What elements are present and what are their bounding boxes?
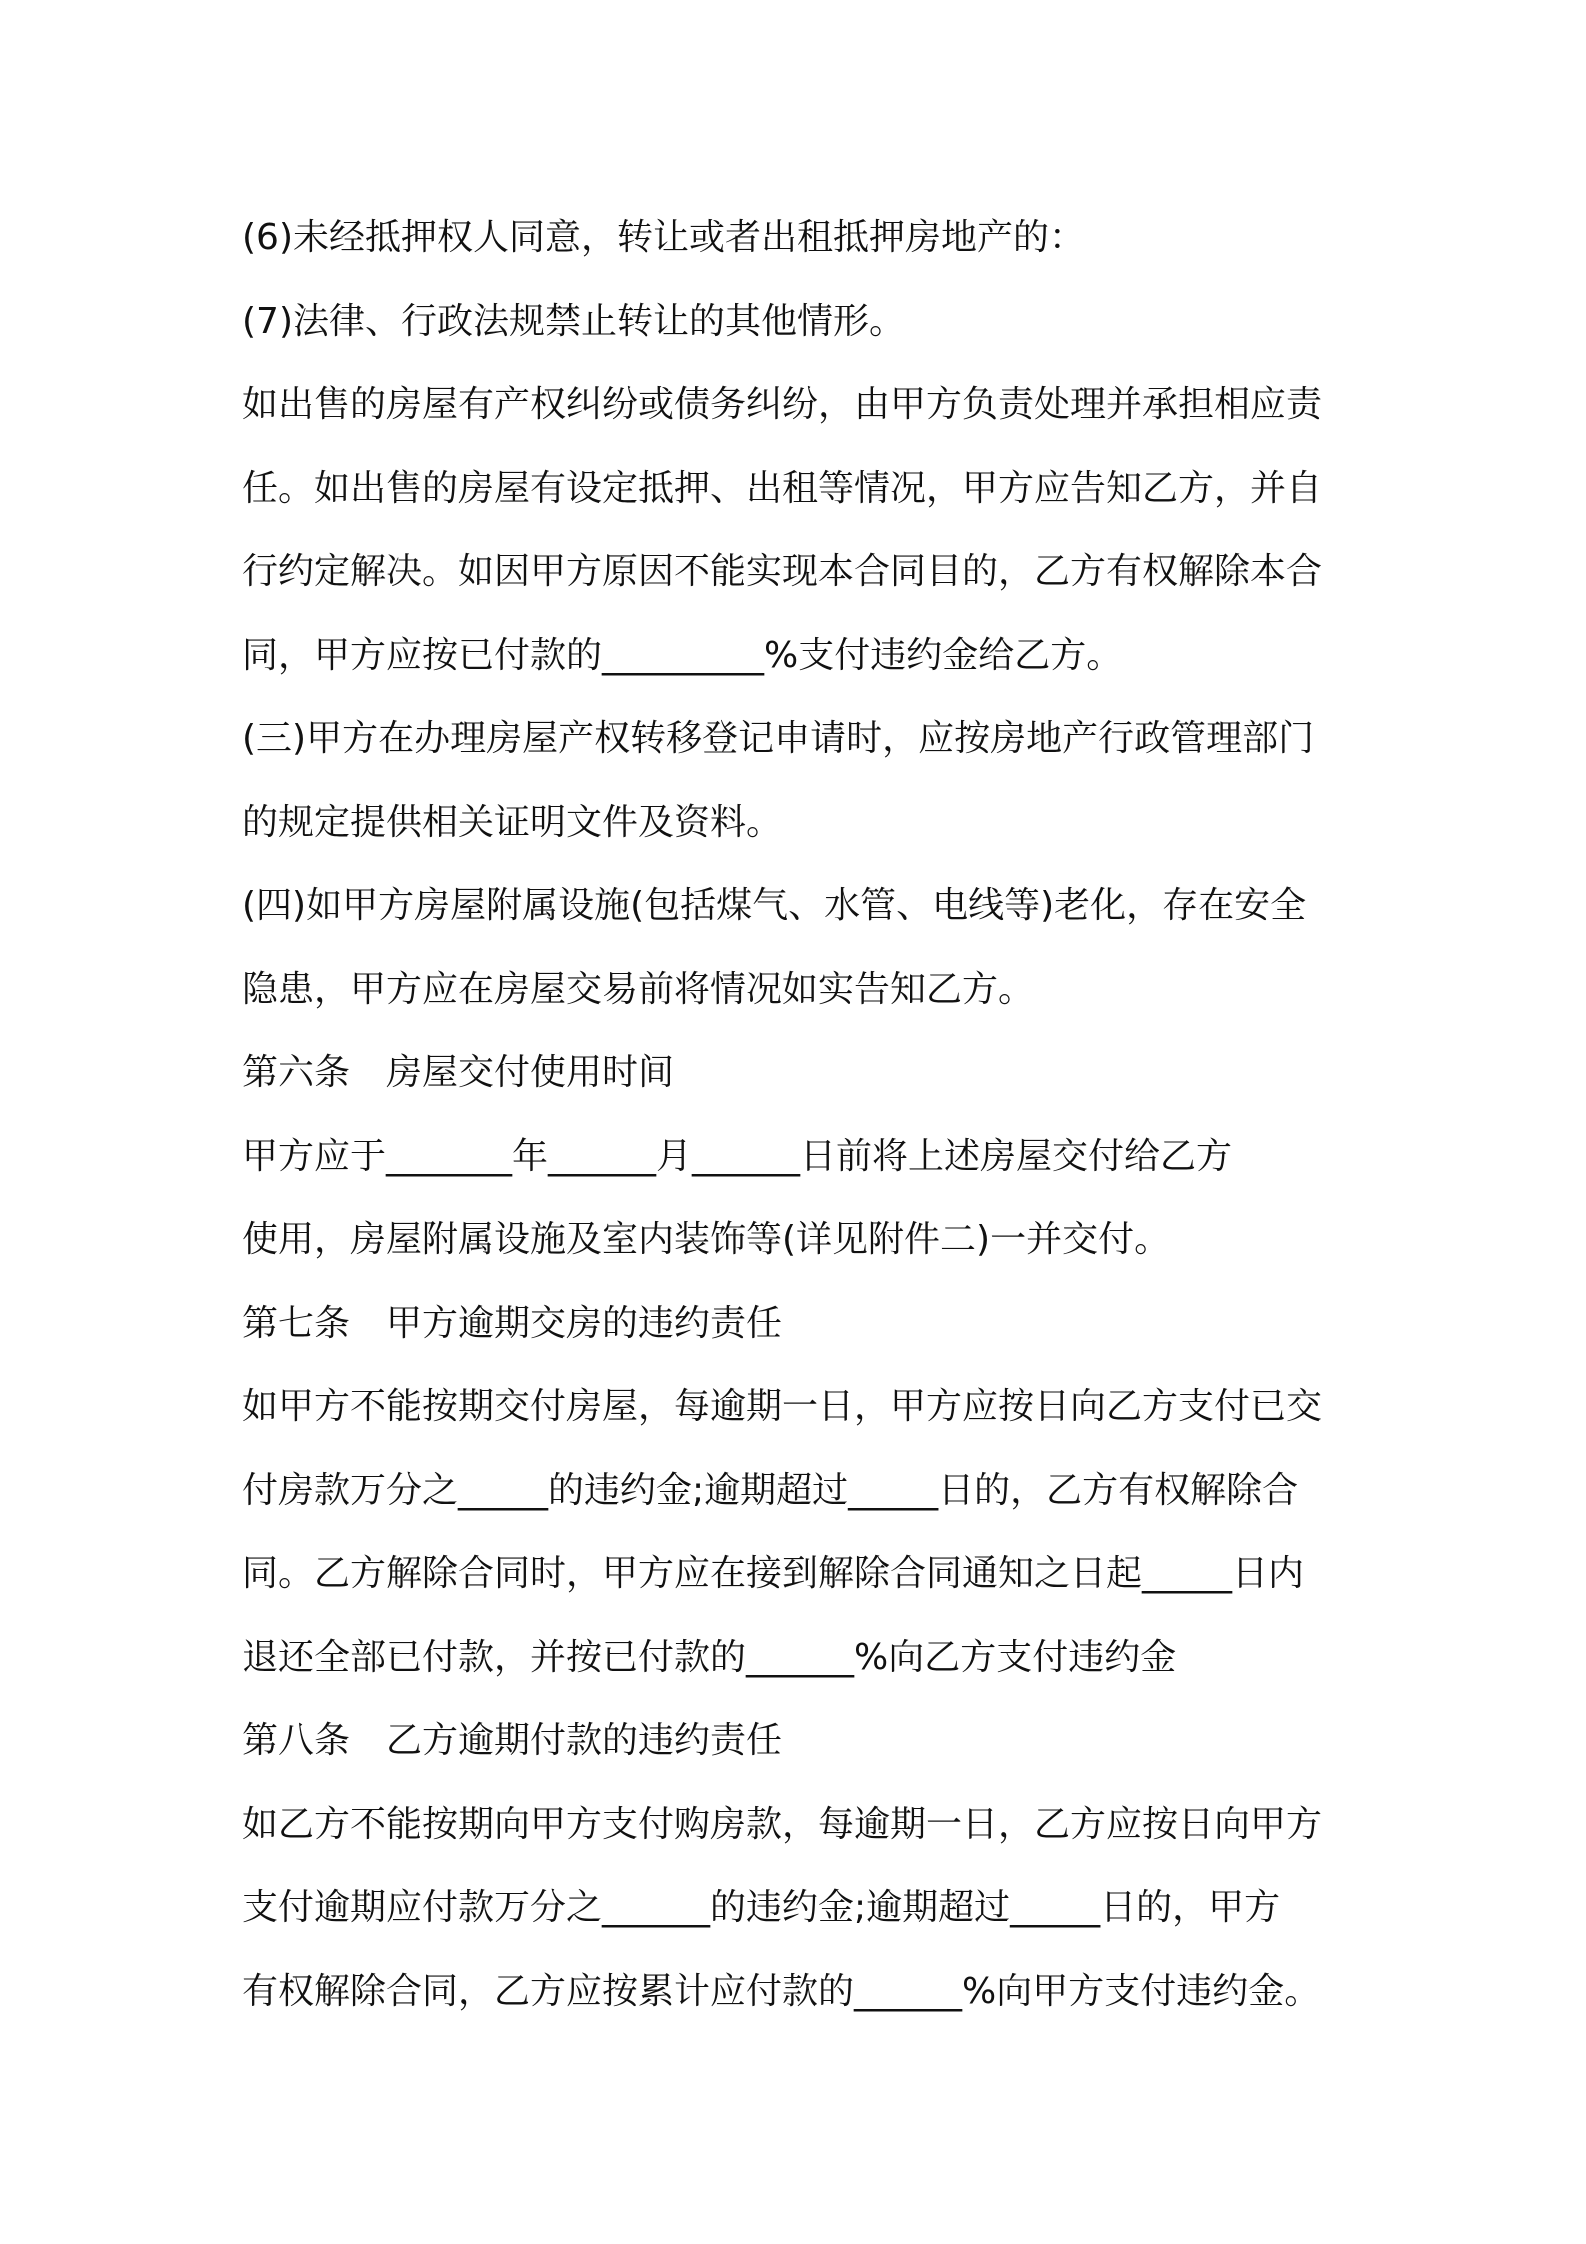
article-7-line-1: 如甲方不能按期交付房屋，每逾期一日，甲方应按日向乙方支付已交	[242, 1386, 1323, 1427]
article-6-line-2: 使用，房屋附属设施及室内装饰等(详见附件二)一并交付。	[242, 1219, 1171, 1260]
clause-item-7: (7)法律、行政法规禁止转让的其他情形。	[242, 300, 905, 342]
clause-3-line-2: 的规定提供相关证明文件及资料。	[242, 801, 783, 843]
article-8-line-2: 支付逾期应付款万分之______的违约金;逾期超过_____日的，甲方	[242, 1887, 1281, 1928]
article-7-heading: 第七条 甲方逾期交房的违约责任	[242, 1302, 783, 1344]
article-8-line-1: 如乙方不能按期向甲方支付购房款，每逾期一日，乙方应按日向甲方	[242, 1803, 1323, 1845]
article-7-line-4: 退还全部已付款，并按已付款的______%向乙方支付违约金	[242, 1636, 1177, 1678]
paragraph-dispute-line-1: 如出售的房屋有产权纠纷或债务纠纷，由甲方负责处理并承担相应责	[242, 384, 1323, 425]
article-8-heading: 第八条 乙方逾期付款的违约责任	[242, 1720, 783, 1761]
article-6-heading: 第六条 房屋交付使用时间	[242, 1052, 675, 1093]
clause-item-6: (6)未经抵押权人同意，转让或者出租抵押房地产的：	[242, 217, 1085, 258]
paragraph-dispute-line-2: 任。如出售的房屋有设定抵押、出租等情况，甲方应告知乙方，并自	[242, 467, 1323, 509]
clause-4-line-1: (四)如甲方房屋附属设施(包括煤气、水管、电线等)老化，存在安全	[242, 885, 1307, 926]
clause-4-line-2: 隐患，甲方应在房屋交易前将情况如实告知乙方。	[242, 968, 1035, 1010]
clause-3-line-1: (三)甲方在办理房屋产权转移登记申请时，应按房地产行政管理部门	[242, 718, 1315, 759]
article-8-line-3: 有权解除合同，乙方应按累计应付款的______%向甲方支付违约金。	[242, 1970, 1321, 2012]
paragraph-dispute-line-4: 同，甲方应按已付款的_________%支付违约金给乙方。	[242, 634, 1123, 676]
article-6-line-1: 甲方应于_______年______月______日前将上述房屋交付给乙方	[242, 1135, 1233, 1177]
article-7-line-3: 同。乙方解除合同时，甲方应在接到解除合同通知之日起_____日内	[242, 1553, 1305, 1594]
document-body	[242, 196, 1362, 2033]
article-7-line-2: 付房款万分之_____的违约金;逾期超过_____日的，乙方有权解除合	[242, 1469, 1299, 1511]
paragraph-dispute-line-3: 行约定解决。如因甲方原因不能实现本合同目的，乙方有权解除本合	[242, 551, 1323, 592]
